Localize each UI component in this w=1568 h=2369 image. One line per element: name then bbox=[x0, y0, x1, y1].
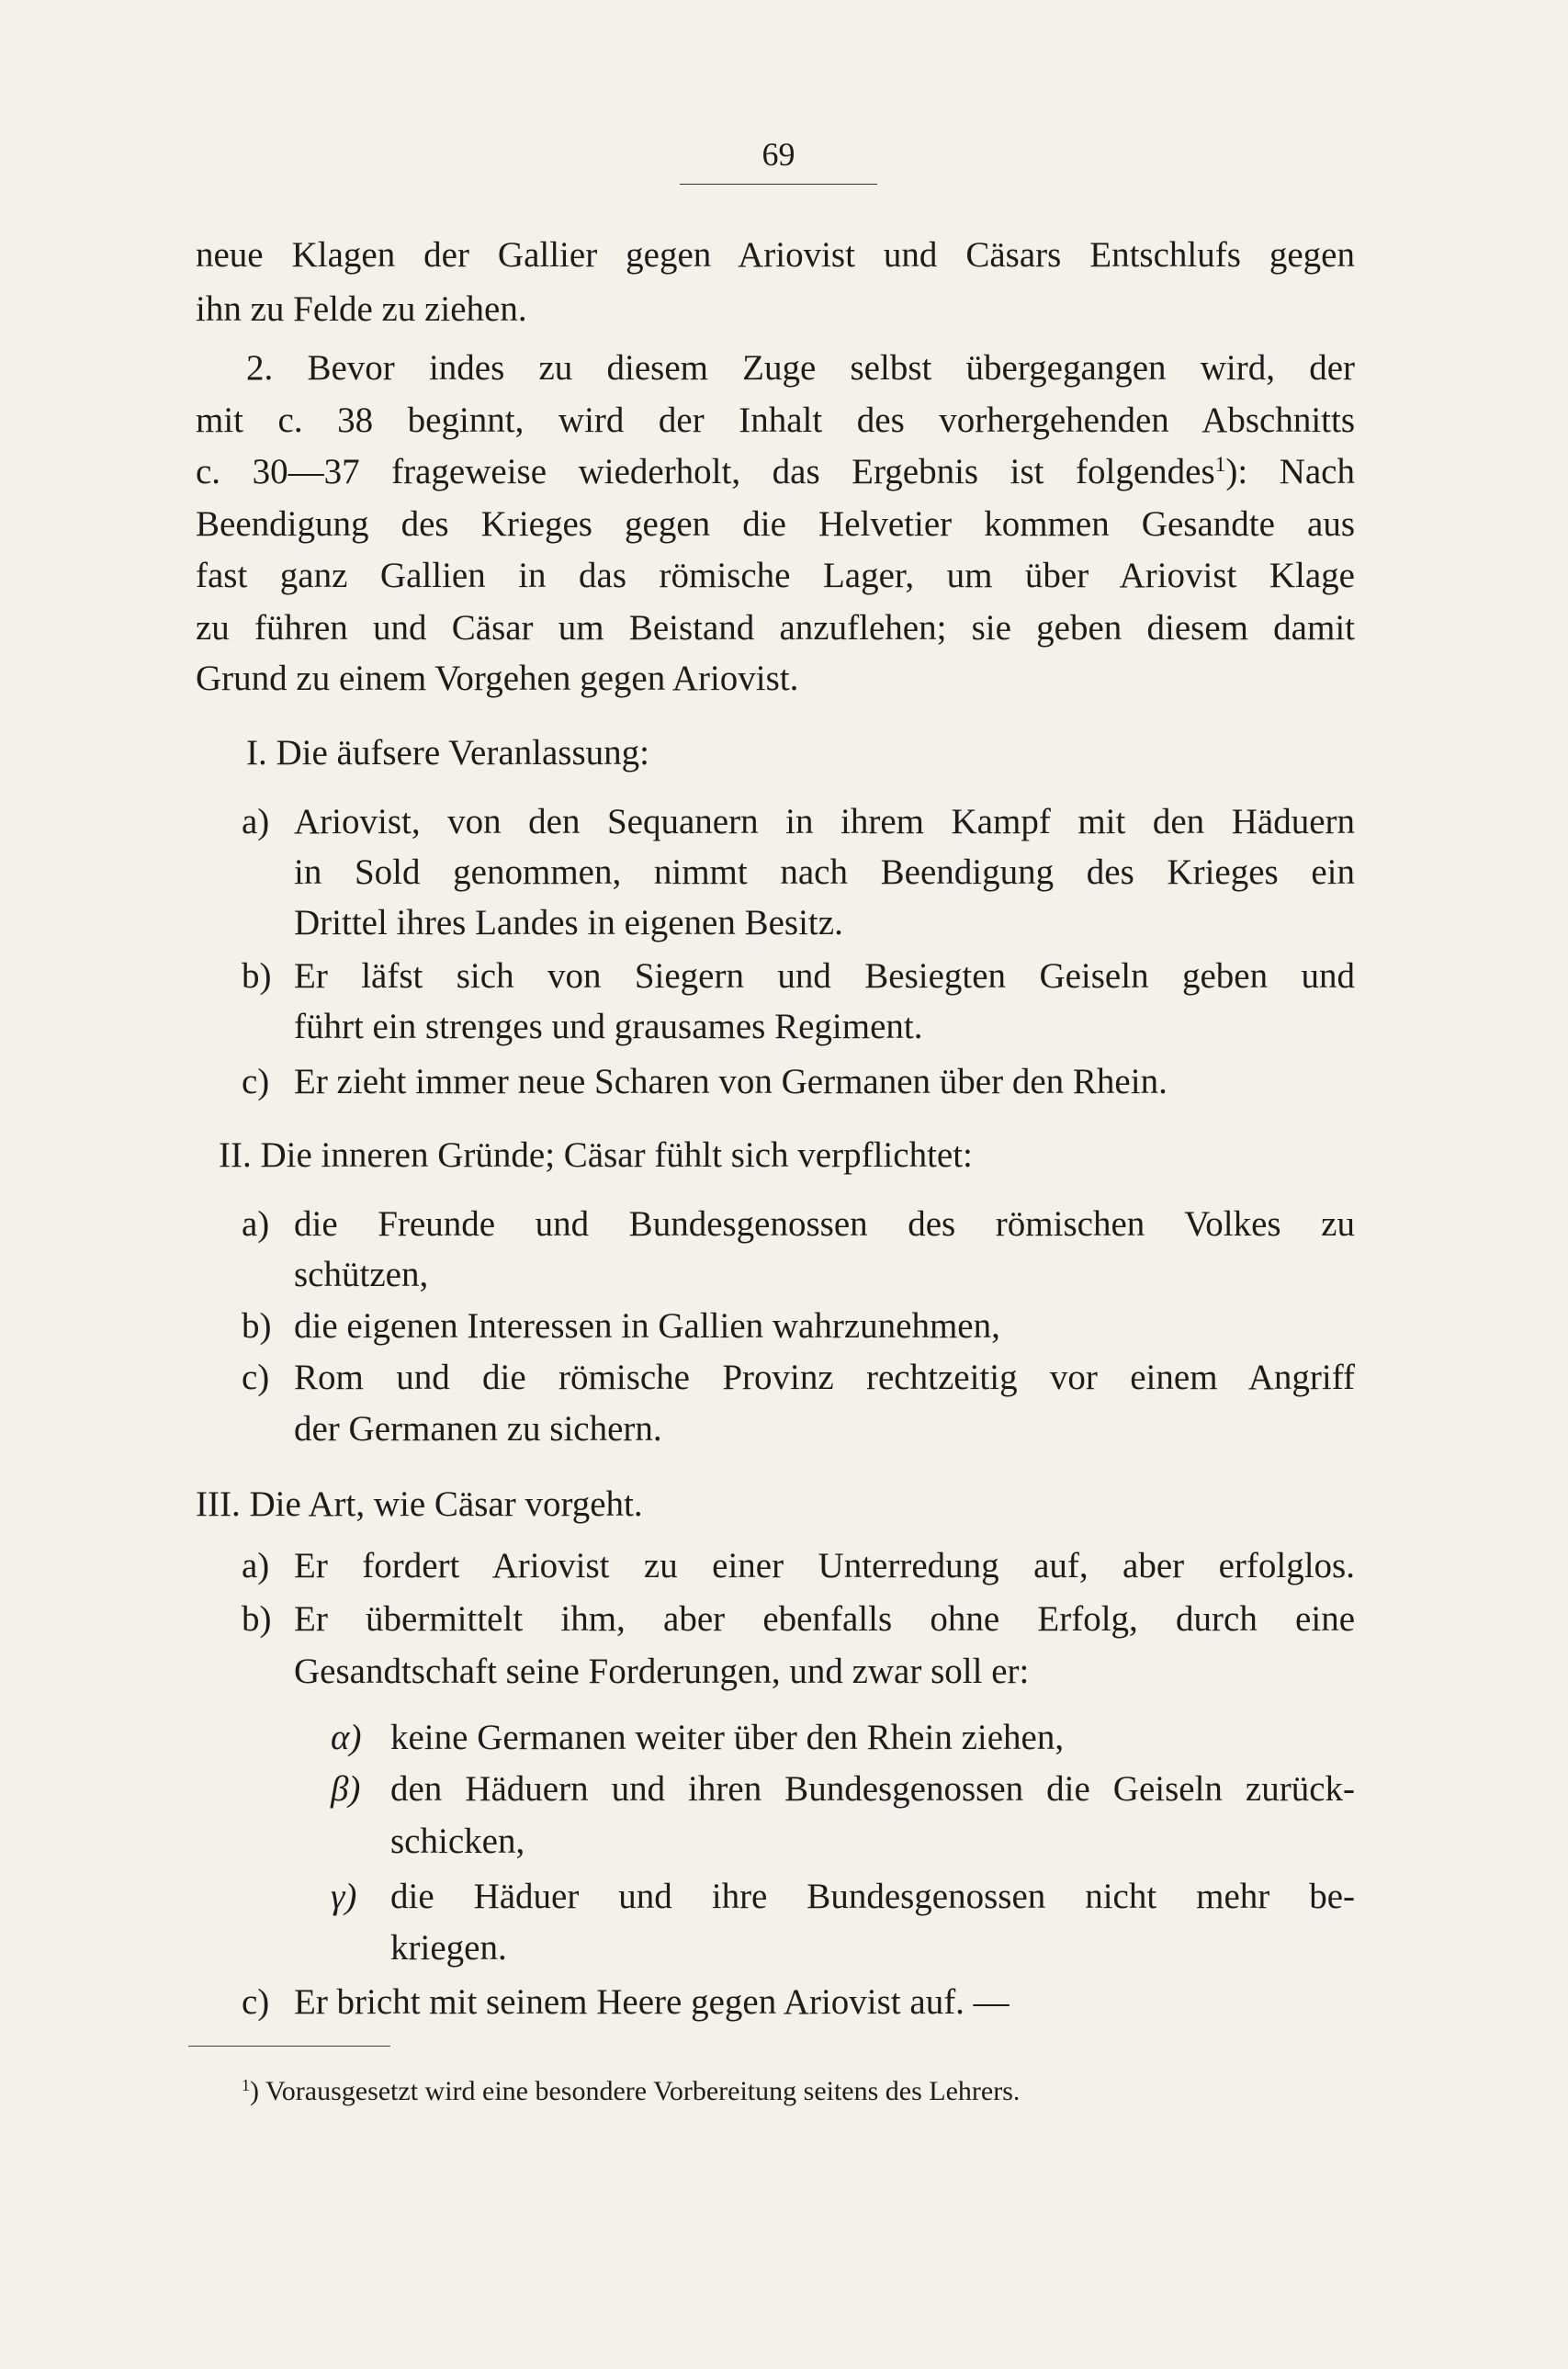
body-line: ihn zu Felde zu ziehen. bbox=[196, 289, 527, 329]
footnote-reference: 1 bbox=[1214, 453, 1226, 478]
list-item-line: Drittel ihres Landes in eigenen Besitz. bbox=[294, 903, 843, 942]
body-line: Beendigung des Krieges gegen die Helvetier kommen Gesandte aus bbox=[196, 504, 1355, 544]
list-item-line: Er fordert Ariovist zu einer Unterredung auf, aber erfolglos. bbox=[294, 1546, 1355, 1585]
list-item-line: führt ein strenges und grausames Regiment. bbox=[294, 1007, 923, 1046]
list-item-line: Gesandtschaft seine Forderungen, und zwar soll er: bbox=[294, 1652, 1030, 1691]
list-item-line: Er übermittelt ihm, aber ebenfalls ohne Erfolg, durch eine bbox=[294, 1599, 1355, 1639]
body-line: Grund zu einem Vorgehen gegen Ariovist. bbox=[196, 659, 799, 698]
list-item-line: Er bricht mit seinem Heere gegen Ariovist auf. — bbox=[294, 1982, 1010, 2022]
list-marker: c) bbox=[242, 1358, 270, 1397]
list-item-line: Er zieht immer neue Scharen von Germanen über den Rhein. bbox=[294, 1062, 1168, 1101]
sub-list-item-line: kriegen. bbox=[390, 1928, 507, 1968]
list-item-line: in Sold genommen, nimmt nach Beendigung des Krieges ein bbox=[294, 852, 1355, 892]
body-line: neue Klagen der Gallier gegen Ariovist und Cäsars Entschlufs gegen bbox=[196, 235, 1355, 275]
list-item-line: schützen, bbox=[294, 1255, 429, 1294]
body-line: 2. Bevor indes zu diesem Zuge selbst übergegangen wird, der bbox=[246, 348, 1355, 388]
list-marker: c) bbox=[242, 1982, 270, 2022]
sub-list-item-line: die Häduer und ihre Bundesgenossen nicht mehr be- bbox=[390, 1877, 1355, 1916]
list-marker: b) bbox=[242, 956, 272, 996]
footnote-paren: ) bbox=[250, 2076, 259, 2106]
footnote-rule bbox=[188, 2046, 390, 2047]
list-item-line: die Freunde und Bundesgenossen des römischen Volkes zu bbox=[294, 1204, 1355, 1244]
list-item-line: der Germanen zu sichern. bbox=[294, 1409, 662, 1449]
list-item-line: Er läfst sich von Siegern und Besiegten Geiseln geben und bbox=[294, 956, 1355, 996]
list-item-line: die eigenen Interessen in Gallien wahrzunehmen, bbox=[294, 1306, 1000, 1346]
list-marker: a) bbox=[242, 1546, 270, 1585]
sub-list-marker: γ) bbox=[331, 1877, 357, 1916]
body-line: zu führen und Cäsar um Beistand anzuflehen; sie geben diesem damit bbox=[196, 608, 1355, 648]
section-heading: II. Die inneren Gründe; Cäsar fühlt sich verpflichtet: bbox=[219, 1135, 973, 1175]
body-line: fast ganz Gallien in das römische Lager, um über Ariovist Klage bbox=[196, 556, 1355, 595]
footnote-text: Vorausgesetzt wird eine besondere Vorbereitung seitens des Lehrers. bbox=[265, 2076, 1021, 2106]
page-number: 69 bbox=[761, 136, 795, 173]
sub-list-item-line: keine Germanen weiter über den Rhein ziehen, bbox=[390, 1718, 1065, 1757]
list-marker: a) bbox=[242, 1204, 270, 1244]
section-heading: III. Die Art, wie Cäsar vorgeht. bbox=[196, 1484, 643, 1524]
list-item-line: Rom und die römische Provinz rechtzeitig vor einem Angriff bbox=[294, 1358, 1355, 1397]
list-marker: b) bbox=[242, 1599, 272, 1639]
page-number-rule bbox=[680, 184, 877, 185]
sub-list-item-line: schicken, bbox=[390, 1822, 525, 1861]
body-text: c. 30—37 frageweise wiederholt, das Ergebnis ist folgendes bbox=[196, 452, 1215, 491]
sub-list-item-line: den Häduern und ihren Bundesgenossen die Geiseln zurück- bbox=[390, 1769, 1355, 1809]
body-line: mit c. 38 beginnt, wird der Inhalt des vorhergehenden Abschnitts bbox=[196, 400, 1355, 440]
sub-list-marker: β) bbox=[331, 1769, 361, 1809]
list-marker: a) bbox=[242, 802, 270, 841]
list-marker: c) bbox=[242, 1062, 270, 1101]
list-marker: b) bbox=[242, 1306, 272, 1346]
sub-list-marker: α) bbox=[331, 1718, 362, 1757]
section-heading: I. Die äufsere Veranlassung: bbox=[246, 733, 649, 773]
footnote-marker: 1 bbox=[242, 2076, 250, 2095]
body-text: ): Nach bbox=[1225, 452, 1355, 491]
footnote bbox=[242, 2078, 1020, 2105]
list-item-line: Ariovist, von den Sequanern in ihrem Kampf mit den Häduern bbox=[294, 802, 1355, 841]
body-line-with-footnote-ref bbox=[196, 454, 1355, 490]
